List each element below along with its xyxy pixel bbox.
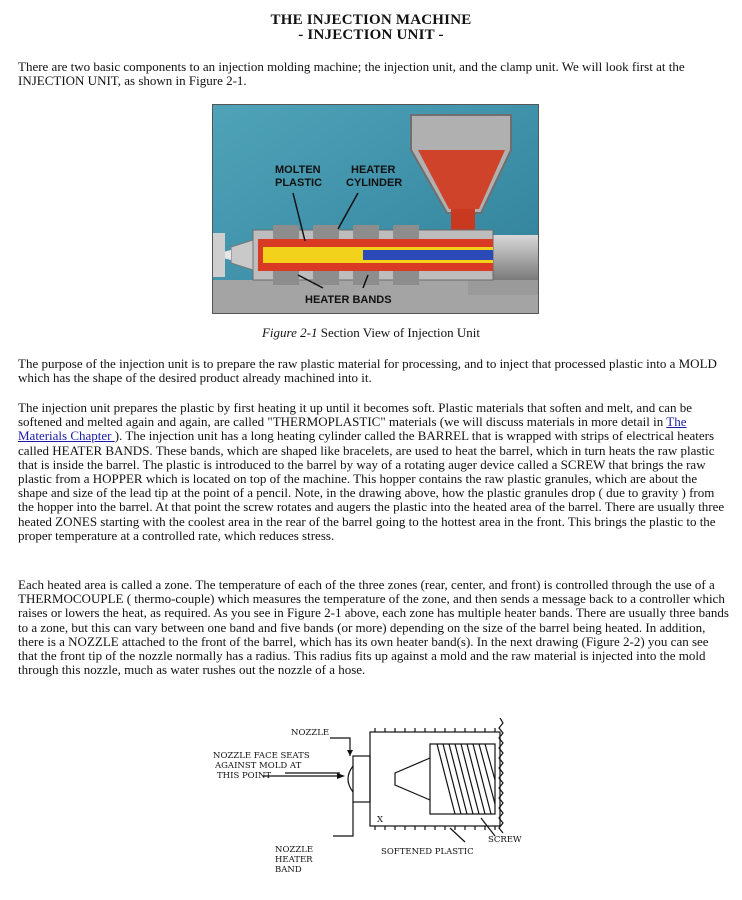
fig2-label-face-line1: NOZZLE FACE SEATS bbox=[213, 751, 310, 761]
unit-text-before-link: The injection unit prepares the plastic by first heating it up until it becomes soft. Plastic materials that soften and melt, and can be softened and melted again and again, are called "THERMOPLASTIC" materials (we will discuss materials in more detail in bbox=[18, 400, 693, 430]
figure-nozzle-drawing bbox=[205, 718, 535, 892]
figure-injection-unit bbox=[212, 104, 539, 314]
page-title: THE INJECTION MACHINE bbox=[270, 12, 472, 28]
fig2-label-heater-line1: NOZZLE bbox=[275, 845, 314, 855]
purpose-paragraph: The purpose of the injection unit is to prepare the raw plastic material for processing, and to inject that processed plastic into a MOLD which has the shape of the desired product already machined into it. bbox=[18, 356, 717, 386]
unit-text-after-link: ). The injection unit has a long heating cylinder called the BARREL that is wrapped with strips of electrical heaters called HEATER BANDS. These bands, which are shaped like bracelets, are used to heat the barrel, which in turn heats the raw plastic that is inside the barrel. The plastic is introduced to the barrel by way of a rotating auger device called a SCREW that brings the raw plastic from a HOPPER which is located on top of the machine. This hopper contains the raw plastic granules, which are about the shape and size of the lead tip at the point of a pencil. Note, in the drawing above, how the plastic granules drop ( due to gravity ) from the hopper into the barrel. At that point the screw rotates and augers the plastic into the heated area of the barrel. There are usually three heated ZONES starting with the coolest area in the rear of the barrel going to the hottest area in the front. This brings the plastic to the proper temperature at a controlled rate, which reduces stress. bbox=[18, 428, 725, 543]
fig1-label-molten: MOLTEN bbox=[275, 164, 321, 176]
figure1-caption-label: Figure 2-1 bbox=[261, 325, 318, 340]
zone-paragraph: Each heated area is called a zone. The temperature of each of the three zones (rear, center, and front) is controlled through the use of a THERMOCOUPLE ( thermo-couple) which measures the temperature of the zone, and then sends a message back to a controller which raises or lowers the heat, as required. As you see in Figure 2-1 above, each zone has multiple heater bands. There are usually three bands to a zone, but this can vary between one band and five bands (or more) depending on the size of the barrel being heated. In addition, there is a NOZZLE attached to the front of the barrel, which has its own heater band(s). In the next drawing (Figure 2-2) you can see that the front tip of the nozzle normally has a radius. This radius fits up against a mold and the raw material is injected into the mold through this nozzle, much as water rushes out the nozzle of a hose. bbox=[18, 577, 729, 678]
fig1-label-cylinder: CYLINDER bbox=[346, 177, 403, 189]
fig2-label-softened-plastic: SOFTENED PLASTIC bbox=[381, 847, 474, 857]
fig1-label-heater-bands: HEATER BANDS bbox=[305, 294, 392, 306]
fig2-label-heater-line2: HEATER bbox=[275, 855, 313, 865]
fig2-label-face-line3: THIS POINT bbox=[217, 771, 272, 781]
intro-paragraph: There are two basic components to an injection molding machine; the injection unit, and the clamp unit. We will look first at the INJECTION UNIT, as shown in Figure 2-1. bbox=[18, 59, 685, 89]
fig2-label-screw: SCREW bbox=[488, 835, 522, 845]
materials-chapter-link[interactable]: The Materials Chapter bbox=[18, 414, 687, 444]
fig1-label-heater: HEATER bbox=[351, 164, 396, 176]
fig1-label-plastic: PLASTIC bbox=[275, 177, 323, 189]
figure1-caption bbox=[0, 326, 742, 340]
fig2-label-nozzle: NOZZLE bbox=[291, 728, 330, 738]
fig2-label-heater-line3: BAND bbox=[275, 865, 302, 875]
fig2-label-x: X bbox=[377, 815, 384, 825]
fig2-label-face-line2: AGAINST MOLD AT bbox=[215, 761, 302, 771]
figure1-caption-text: Section View of Injection Unit bbox=[317, 325, 481, 340]
injection-unit-paragraph bbox=[18, 401, 730, 543]
page-subtitle: - INJECTION UNIT - bbox=[298, 27, 444, 43]
